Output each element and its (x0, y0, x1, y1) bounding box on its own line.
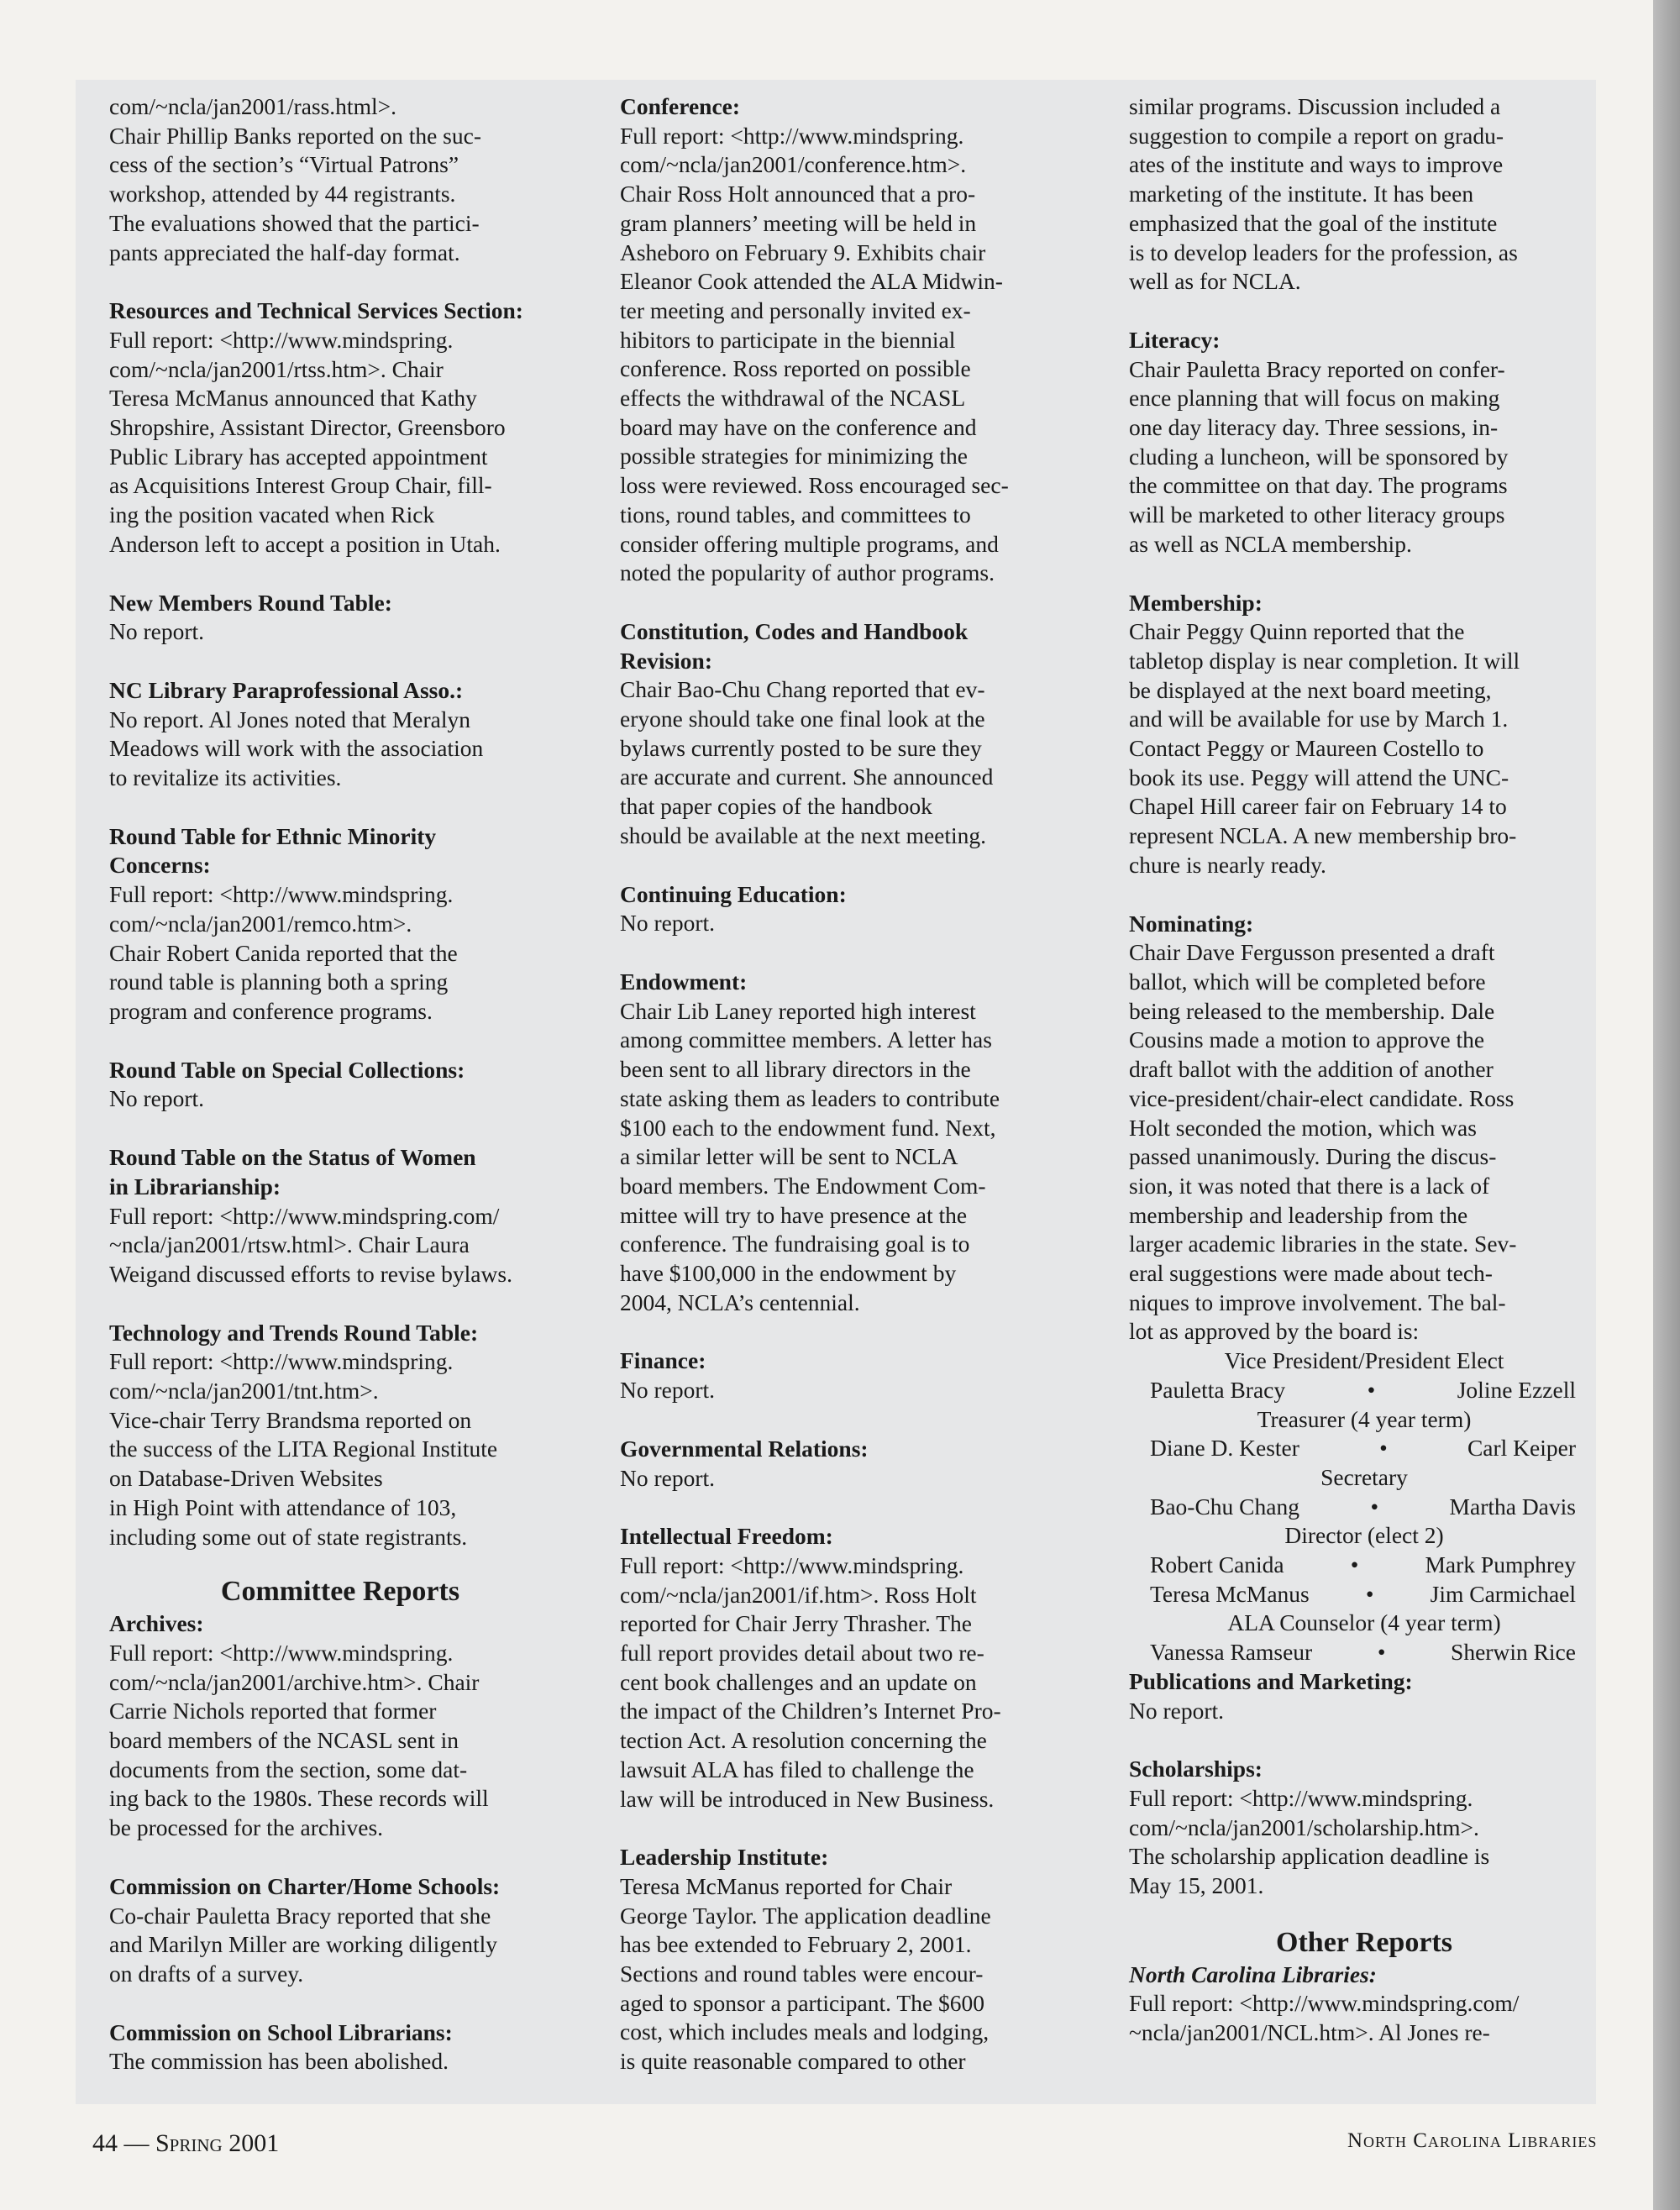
text-line: com/~ncla/jan2001/rtss.htm>. Chair (109, 355, 444, 382)
text-line: ~ncla/jan2001/NCL.htm>. Al Jones re- (1129, 2019, 1490, 2046)
report-section (1129, 1961, 1599, 2048)
bullet-separator: • (1377, 1639, 1386, 1666)
text-line: ates of the institute and ways to improve (1129, 151, 1504, 178)
section-heading: Leadership Institute: (620, 1844, 829, 1871)
column-1 (109, 92, 571, 2106)
section-heading: in Librarianship: (109, 1173, 281, 1199)
text-line: Full report: <http://www.mindspring.com/ (109, 1202, 500, 1229)
text-line: law will be introduced in New Business. (620, 1785, 995, 1812)
section-heading: Finance: (620, 1347, 706, 1374)
page-edge (1653, 0, 1680, 2210)
section-heading: Round Table on the Status of Women (109, 1144, 476, 1171)
report-section (109, 676, 571, 793)
text-line: similar programs. Discussion included a (1129, 93, 1501, 119)
text-line: marketing of the institute. It has been (1129, 181, 1474, 207)
ballot-candidates (1129, 1376, 1599, 1405)
text-line: passed unanimously. During the discus- (1129, 1143, 1497, 1170)
candidate-name: Pauletta Bracy (1150, 1376, 1286, 1403)
text-line: gram planners’ meeting will be held in (620, 209, 977, 236)
text-line: tection Act. A resolution concerning the (620, 1727, 987, 1754)
text-line: conference. Ross reported on possible (620, 355, 971, 382)
candidate-name: Bao-Chu Chang (1150, 1493, 1299, 1520)
journal-name: North Carolina Libraries (1347, 2129, 1598, 2152)
text-line: Weigand discussed efforts to revise bylaws. (109, 1260, 512, 1287)
text-line: ence planning that will focus on making (1129, 385, 1500, 412)
text-line: aged to sponsor a participant. The $600 (620, 1989, 985, 2016)
candidate-name: Mark Pumphrey (1425, 1551, 1576, 1578)
section-heading: North Carolina Libraries: (1129, 1961, 1377, 1987)
text-line: well as for NCLA. (1129, 268, 1301, 295)
ballot-candidates (1129, 1580, 1599, 1609)
text-line: as well as NCLA membership. (1129, 530, 1412, 557)
text-line: tabletop display is near completion. It will (1129, 647, 1520, 674)
text-line: is quite reasonable compared to other (620, 2048, 966, 2075)
footer-page-info (92, 2129, 279, 2158)
report-section (1129, 589, 1599, 880)
text-line: be processed for the archives. (109, 1814, 384, 1841)
text-line: Chair Bao-Chu Chang reported that ev- (620, 676, 985, 703)
text-line: No report. (1129, 1697, 1225, 1724)
text-line: chure is nearly ready. (1129, 851, 1326, 878)
text-line: cent book challenges and an update on (620, 1668, 977, 1695)
text-line: ter meeting and personally invited ex- (620, 297, 971, 323)
text-line: ballot, which will be completed before (1129, 968, 1486, 995)
text-line: the committee on that day. The programs (1129, 472, 1508, 499)
text-line: Eleanor Cook attended the ALA Midwin- (620, 268, 1003, 295)
text-line: will be marketed to other literacy groups (1129, 501, 1505, 528)
text-line: is to develop leaders for the profession, as (1129, 239, 1518, 265)
text-line: Chair Dave Fergusson presented a draft (1129, 939, 1495, 966)
text-line: pants appreciated the half-day format. (109, 239, 460, 265)
text-line: com/~ncla/jan2001/scholarship.htm>. (1129, 1814, 1479, 1840)
text-line: Chair Lib Laney reported high interest (620, 997, 976, 1024)
report-section (109, 1872, 571, 1989)
text-line: The commission has been abolished. (109, 2048, 449, 2075)
text-line: com/~ncla/jan2001/if.htm>. Ross Holt (620, 1581, 977, 1608)
text-line: Full report: <http://www.mindspring. (109, 1639, 454, 1666)
issue-date: Spring 2001 (155, 2129, 280, 2157)
report-section (109, 297, 571, 559)
other-reports-title: Other Reports (1276, 1926, 1452, 1958)
text-line: Contact Peggy or Maureen Costello to (1129, 735, 1484, 762)
text-line: workshop, attended by 44 registrants. (109, 181, 456, 207)
text-line: Cousins made a motion to approve the (1129, 1026, 1485, 1053)
text-line: documents from the section, some dat- (109, 1756, 468, 1782)
text-line: effects the withdrawal of the NCASL (620, 385, 966, 412)
text-line: Chair Peggy Quinn reported that the (1129, 618, 1465, 645)
text-line: mittee will try to have presence at the (620, 1201, 968, 1228)
text-line: conference. The fundraising goal is to (620, 1231, 970, 1257)
section-heading: New Members Round Table: (109, 589, 392, 616)
text-line: suggestion to compile a report on gradu- (1129, 122, 1504, 149)
text-line: Vice-chair Terry Brandsma reported on (109, 1406, 472, 1433)
report-section (109, 1609, 571, 1843)
text-line: No report. Al Jones noted that Meralyn (109, 706, 470, 732)
bullet-separator: • (1370, 1493, 1379, 1520)
text-line: Full report: <http://www.mindspring.com/ (1129, 1990, 1520, 2017)
text-line: tions, round tables, and committees to (620, 501, 971, 528)
section-heading: Nominating: (1129, 910, 1254, 937)
text-line: Full report: <http://www.mindspring. (620, 1551, 964, 1578)
text-line: be displayed at the next board meeting, (1129, 676, 1492, 703)
ballot-office: ALA Counselor (4 year term) (1227, 1609, 1501, 1636)
text-line: to revitalize its activities. (109, 764, 342, 791)
report-section (109, 1056, 571, 1114)
text-line: membership and leadership from the (1129, 1201, 1468, 1228)
text-line: board may have on the conference and (620, 413, 977, 440)
section-heading: Resources and Technical Services Section: (109, 297, 523, 324)
text-line: noted the popularity of author programs. (620, 559, 995, 586)
text-line: should be available at the next meeting. (620, 822, 987, 848)
text-line: Chair Phillip Banks reported on the suc- (109, 122, 481, 149)
text-line: Teresa McManus reported for Chair (620, 1872, 953, 1899)
text-line: have $100,000 in the endowment by (620, 1260, 957, 1287)
text-line: including some out of state registrants. (109, 1523, 468, 1550)
text-line: lawsuit ALA has filed to challenge the (620, 1756, 974, 1782)
text-line: are accurate and current. She announced (620, 764, 994, 790)
section-heading: Constitution, Codes and Handbook (620, 617, 969, 644)
report-section (109, 1143, 571, 1289)
candidate-name: Diane D. Kester (1150, 1435, 1299, 1462)
text-line: that paper copies of the handbook (620, 793, 932, 820)
text-line: Co-chair Pauletta Bracy reported that she (109, 1902, 491, 1929)
report-section (109, 1319, 571, 1552)
candidate-name: Robert Canida (1150, 1551, 1284, 1578)
text-line: Chair Pauletta Bracy reported on confer- (1129, 355, 1505, 382)
text-line: possible strategies for minimizing the (620, 443, 968, 470)
report-section (620, 880, 1090, 938)
text-line: the impact of the Children’s Internet Pro- (620, 1698, 1001, 1724)
report-section (109, 2018, 571, 2076)
footer-dash: — (123, 2129, 150, 2157)
report-section (620, 1346, 1090, 1404)
ballot-office: Director (elect 2) (1284, 1522, 1444, 1549)
column-2 (620, 92, 1090, 2106)
text-line: George Taylor. The application deadline (620, 1902, 991, 1929)
report-section (1129, 910, 1599, 1347)
ballot-candidates (1129, 1434, 1599, 1463)
text-line: round table is planning both a spring (109, 969, 449, 995)
text-line: No report. (620, 910, 716, 937)
text-line: and will be available for use by March 1. (1129, 706, 1509, 732)
candidate-name: Joline Ezzell (1457, 1376, 1576, 1403)
ballot-office: Secretary (1320, 1463, 1408, 1490)
section-heading: Commission on School Librarians: (109, 2018, 453, 2045)
text-line: board members. The Endowment Com- (620, 1172, 986, 1199)
text-line: 2004, NCLA’s centennial. (620, 1289, 860, 1315)
section-heading: Commission on Charter/Home Schools: (109, 1872, 501, 1899)
text-line: emphasized that the goal of the institute (1129, 209, 1498, 236)
text-line: Holt seconded the motion, which was (1129, 1114, 1477, 1141)
column-3 (1129, 92, 1599, 2077)
candidate-name: Jim Carmichael (1430, 1580, 1576, 1607)
section-heading: Literacy: (1129, 326, 1221, 353)
text-line: The scholarship application deadline is (1129, 1843, 1490, 1870)
text-line: book its use. Peggy will attend the UNC- (1129, 764, 1509, 790)
text-line: Meadows will work with the association (109, 735, 484, 762)
text-line: eryone should take one final look at the (620, 706, 985, 732)
text-line: $100 each to the endowment fund. Next, (620, 1114, 996, 1141)
text-line: Sections and round tables were encour- (620, 1961, 984, 1987)
report-section (620, 1843, 1090, 2076)
text-line: the success of the LITA Regional Institute (109, 1436, 498, 1462)
text-line: Chapel Hill career fair on February 14 to (1129, 793, 1507, 820)
text-line: among committee members. A letter has (620, 1026, 992, 1053)
text-line: on Database-Driven Websites (109, 1465, 383, 1492)
text-line: vice-president/chair-elect candidate. Ross (1129, 1084, 1515, 1111)
text-line: May 15, 2001. (1129, 1872, 1264, 1899)
section-heading: Conference: (620, 93, 741, 119)
report-section (1129, 92, 1599, 297)
text-line: Asheboro on February 9. Exhibits chair (620, 239, 986, 265)
text-line: in High Point with attendance of 103, (109, 1493, 457, 1520)
ballot-office: Vice President/President Elect (1224, 1347, 1504, 1374)
bullet-separator: • (1379, 1435, 1388, 1462)
report-section (109, 92, 571, 267)
ballot-candidates (1129, 1551, 1599, 1580)
report-section (1129, 1755, 1599, 1901)
text-line: Full report: <http://www.mindspring. (109, 326, 454, 353)
section-heading: Round Table on Special Collections: (109, 1056, 465, 1083)
page-number: 44 (92, 2129, 118, 2157)
text-line: Full report: <http://www.mindspring. (620, 122, 964, 149)
text-line: and Marilyn Miller are working diligently (109, 1931, 498, 1958)
text-line: one day literacy day. Three sessions, in- (1129, 414, 1499, 441)
ballot-office: Treasurer (4 year term) (1257, 1405, 1472, 1432)
section-heading: Round Table for Ethnic Minority (109, 822, 437, 849)
section-heading: Archives: (109, 1610, 204, 1637)
text-line: larger academic libraries in the state. Sev- (1129, 1231, 1517, 1257)
section-heading: Publications and Marketing: (1129, 1667, 1413, 1694)
bullet-separator: • (1367, 1376, 1376, 1403)
text-line: com/~ncla/jan2001/archive.htm>. Chair (109, 1668, 480, 1695)
report-section (109, 822, 571, 1026)
text-line: ~ncla/jan2001/rtsw.html>. Chair Laura (109, 1231, 470, 1258)
text-line: Full report: <http://www.mindspring. (1129, 1784, 1473, 1811)
ballot-candidates (1129, 1638, 1599, 1667)
candidate-name: Martha Davis (1449, 1493, 1576, 1520)
text-line: draft ballot with the addition of another (1129, 1056, 1494, 1083)
text-line: has bee extended to February 2, 2001. (620, 1931, 972, 1958)
text-line: No report. (620, 1377, 716, 1404)
section-heading: Membership: (1129, 589, 1263, 616)
text-line: No report. (109, 618, 205, 645)
text-line: lot as approved by the board is: (1129, 1318, 1420, 1345)
text-line: ing the position vacated when Rick (109, 501, 435, 528)
text-line: niques to improve involvement. The bal- (1129, 1289, 1506, 1315)
text-line: cess of the section’s “Virtual Patrons” (109, 151, 459, 178)
text-line: reported for Chair Jerry Thrasher. The (620, 1610, 972, 1637)
candidate-name: Sherwin Rice (1451, 1639, 1576, 1666)
text-line: represent NCLA. A new membership bro- (1129, 822, 1517, 849)
section-heading: Technology and Trends Round Table: (109, 1319, 479, 1346)
text-line: eral suggestions were made about tech- (1129, 1260, 1493, 1287)
report-section (620, 617, 1090, 851)
text-line: Public Library has accepted appointment (109, 443, 488, 470)
section-heading: Scholarships: (1129, 1756, 1263, 1782)
text-line: hibitors to participate in the biennial (620, 326, 956, 353)
text-line: bylaws currently posted to be sure they (620, 734, 982, 761)
text-line: board members of the NCASL sent in (109, 1727, 459, 1754)
text-line: Full report: <http://www.mindspring. (109, 1348, 454, 1375)
section-heading: Intellectual Freedom: (620, 1523, 833, 1550)
text-line: on drafts of a survey. (109, 1960, 304, 1987)
committee-reports-title: Committee Reports (220, 1576, 460, 1608)
report-section (620, 1522, 1090, 1814)
report-section (109, 589, 571, 647)
text-line: sion, it was noted that there is a lack of (1129, 1172, 1490, 1199)
text-line: com/~ncla/jan2001/remco.htm>. (109, 910, 412, 937)
text-line: com/~ncla/jan2001/conference.htm>. (620, 151, 967, 178)
section-heading: Endowment: (620, 968, 748, 995)
text-line: com/~ncla/jan2001/rass.html>. (109, 93, 396, 119)
text-line: Full report: <http://www.mindspring. (109, 881, 454, 908)
text-line: The evaluations showed that the partici- (109, 209, 480, 236)
text-line: a similar letter will be sent to NCLA (620, 1143, 958, 1170)
text-line: Anderson left to accept a position in Utah. (109, 530, 501, 557)
section-heading: Concerns: (109, 852, 211, 879)
text-line: No report. (620, 1464, 716, 1491)
text-line: No report. (109, 1085, 205, 1112)
candidate-name: Carl Keiper (1467, 1435, 1576, 1462)
section-heading: Governmental Relations: (620, 1435, 869, 1462)
text-line: ing back to the 1980s. These records will (109, 1785, 489, 1812)
text-line: Shropshire, Assistant Director, Greensboro (109, 414, 506, 441)
ballot (1129, 1346, 1599, 1667)
text-line: Teresa McManus announced that Kathy (109, 385, 477, 412)
text-line: cluding a luncheon, will be sponsored by (1129, 443, 1509, 470)
report-section (620, 968, 1090, 1317)
text-line: been sent to all library directors in the (620, 1056, 971, 1083)
candidate-name: Teresa McManus (1150, 1580, 1310, 1607)
text-line: state asking them as leaders to contribute (620, 1084, 1000, 1111)
text-line: cost, which includes meals and lodging, (620, 2018, 990, 2045)
candidate-name: Vanessa Ramseur (1150, 1639, 1313, 1666)
text-line: Carrie Nichols reported that former (109, 1698, 437, 1724)
bullet-separator: • (1365, 1580, 1374, 1607)
section-heading: Continuing Education: (620, 880, 847, 907)
text-line: com/~ncla/jan2001/tnt.htm>. (109, 1378, 379, 1404)
text-line: program and conference programs. (109, 997, 433, 1024)
report-section (620, 92, 1090, 588)
text-line: being released to the membership. Dale (1129, 997, 1495, 1024)
report-section (620, 1435, 1090, 1493)
bullet-separator: • (1350, 1551, 1359, 1578)
text-line: Chair Robert Canida reported that the (109, 939, 458, 966)
report-section (1129, 326, 1599, 559)
section-heading: NC Library Paraprofessional Asso.: (109, 676, 464, 703)
text-line: full report provides detail about two re- (620, 1640, 984, 1667)
section-heading: Revision: (620, 647, 712, 674)
text-line: loss were reviewed. Ross encouraged sec- (620, 472, 1009, 499)
report-section (1129, 1667, 1599, 1725)
text-line: consider offering multiple programs, and (620, 530, 999, 557)
text-line: as Acquisitions Interest Group Chair, fill- (109, 472, 492, 499)
ballot-candidates (1129, 1493, 1599, 1522)
text-line: Chair Ross Holt announced that a pro- (620, 181, 976, 207)
